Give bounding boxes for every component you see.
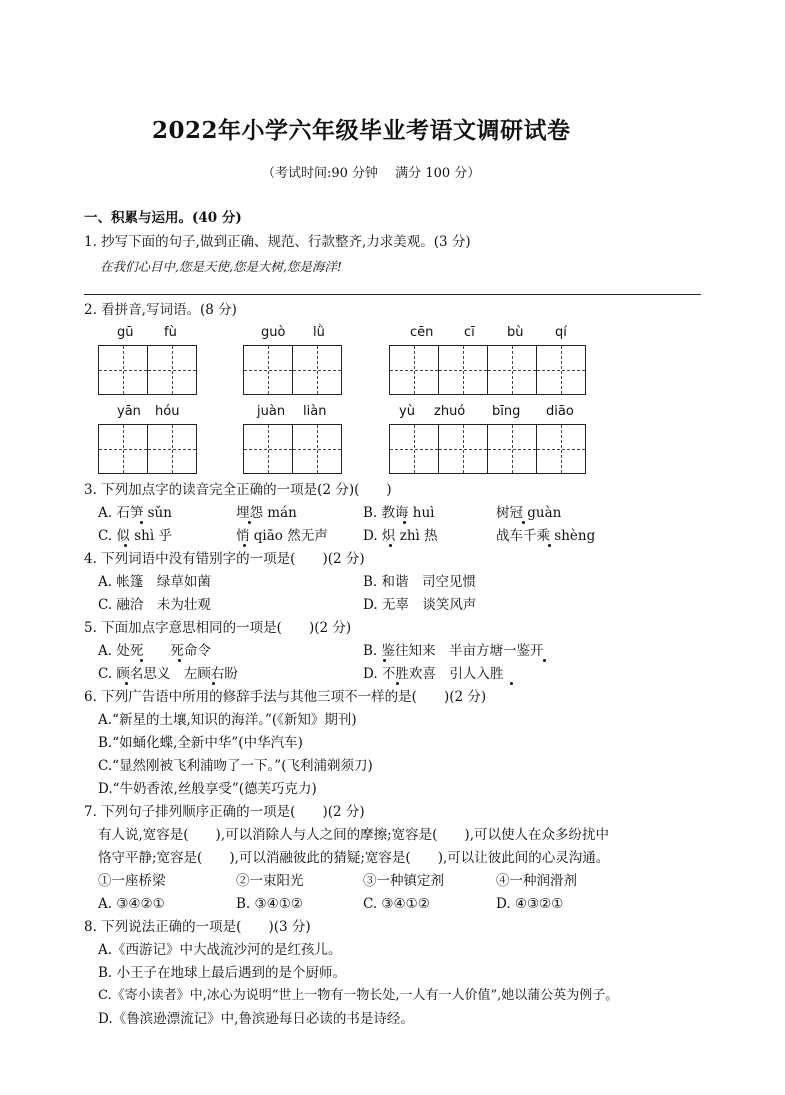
emphasis-dot	[543, 659, 546, 662]
emphasis-dot	[510, 682, 513, 685]
question-4-stem: 4. 下列词语中没有错别字的一项是( )(2 分)	[84, 551, 365, 567]
emphasis-dot	[522, 521, 525, 524]
pinyin: yù	[399, 404, 415, 419]
pinyin: qí	[555, 325, 567, 340]
emphasis-dot	[178, 659, 181, 662]
pinyin: bīng	[492, 404, 521, 419]
emphasis-dot	[396, 682, 399, 685]
emphasis-dot	[548, 544, 551, 547]
writing-line	[84, 294, 701, 295]
question-3-stem: 3. 下列加点字的读音完全正确的一项是(2 分)( )	[84, 482, 392, 498]
option-c-word-2: 悄 qiāo 然无声	[236, 528, 328, 544]
option-d[interactable]: D. ④③②①	[496, 896, 564, 912]
option-b[interactable]: B. 小王子在地球上最后遇到的是个厨师。	[98, 965, 347, 981]
emphasis-dot	[389, 544, 392, 547]
grid-cell[interactable]	[537, 425, 585, 473]
option-a[interactable]: A. ③④②①	[98, 896, 165, 912]
option-d-word-2: 战车千乘 shèng	[496, 528, 596, 544]
option-a[interactable]: A.“新星的土壤,知识的海洋。”(《新知》期刊)	[98, 712, 357, 728]
option-a[interactable]: A. 帐篷 绿草如菌	[98, 574, 211, 590]
option-a[interactable]: A. 石笋 sǔn	[98, 505, 172, 521]
grid-cell[interactable]	[244, 425, 293, 473]
passage-line-1: 有人说,宽容是( ),可以消除人与人之间的摩擦;宽容是( ),可以使人在众多纷扰中	[98, 827, 609, 843]
grid-cell[interactable]	[148, 425, 196, 473]
exam-title: 2022年小学六年级毕业考语文调研试卷	[152, 117, 571, 144]
question-7-stem: 7. 下列句子排列顺序正确的一项是( )(2 分)	[84, 804, 365, 820]
pinyin: gū	[117, 325, 134, 340]
grid-cell[interactable]	[439, 425, 488, 473]
writing-grid[interactable]	[389, 424, 586, 474]
option-c[interactable]: C. ③④①②	[363, 896, 430, 912]
grid-cell[interactable]	[439, 346, 488, 394]
pinyin: liàn	[303, 404, 327, 419]
emphasis-dot	[383, 659, 386, 662]
option-a[interactable]: A. 处死 死命令	[98, 643, 211, 659]
passage-line-2: 恪守平静;宽容是( ),可以消融彼此的猜疑;宽容是( ),可以让彼此间的心灵沟通。	[98, 850, 610, 866]
pinyin: zhuó	[434, 404, 466, 419]
option-c[interactable]: C. 顾名思义 左顾右盼	[98, 666, 238, 682]
option-c[interactable]: C.《寄小读者》中,冰心为说明“世上一物有一物长处,一人有一人价值”,她以蒲公英为例子。	[98, 988, 619, 1003]
pinyin: cī	[464, 325, 475, 340]
grid-cell[interactable]	[293, 425, 341, 473]
option-d[interactable]: D. 炽 zhì 热	[363, 528, 438, 544]
pinyin: cēn	[410, 325, 434, 340]
option-a[interactable]: A.《西游记》中大战流沙河的是红孩儿。	[98, 942, 342, 958]
sentence-item: ④一种润滑剂	[496, 873, 577, 889]
question-1-stem: 1. 抄写下面的句子,做到正确、规范、行款整齐,力求美观。(3 分)	[84, 234, 471, 250]
option-b[interactable]: B. 和谐 司空见惯	[363, 574, 477, 590]
option-b[interactable]: B. 鉴往知来 半亩方塘一鉴开	[363, 643, 544, 659]
option-b[interactable]: B.“如蛹化蝶,全新中华”(中华汽车)	[98, 735, 303, 751]
option-c[interactable]: C. 融洽 未为壮观	[98, 597, 211, 613]
sentence-item: ②一束阳光	[236, 873, 304, 889]
emphasis-dot	[403, 521, 406, 524]
pinyin: yān	[117, 404, 141, 419]
writing-grid[interactable]	[98, 424, 197, 474]
emphasis-dot	[243, 544, 246, 547]
pinyin: bù	[507, 325, 524, 340]
section-heading: 一、积累与运用。(40 分)	[84, 210, 242, 226]
emphasis-dot	[125, 682, 128, 685]
grid-cell[interactable]	[537, 346, 585, 394]
option-d[interactable]: D. 不胜欢喜 引人入胜	[363, 666, 504, 682]
grid-cell[interactable]	[148, 346, 196, 394]
option-d[interactable]: D. 无辜 谈笑风声	[363, 597, 477, 613]
exam-subtitle: （考试时间:90 分钟 满分 100 分）	[262, 166, 481, 181]
option-b[interactable]: B. ③④①②	[236, 896, 303, 912]
grid-cell[interactable]	[488, 346, 537, 394]
grid-cell[interactable]	[99, 346, 148, 394]
emphasis-dot	[124, 544, 127, 547]
pinyin: juàn	[257, 404, 286, 419]
emphasis-dot	[140, 521, 143, 524]
grid-cell[interactable]	[293, 346, 341, 394]
writing-grid[interactable]	[98, 345, 197, 395]
copy-sentence: 在我们心目中,您是天使,您是大树,您是海洋!	[100, 259, 342, 274]
grid-cell[interactable]	[99, 425, 148, 473]
grid-cell[interactable]	[390, 346, 439, 394]
writing-grid[interactable]	[243, 345, 342, 395]
pinyin: guò	[261, 325, 286, 340]
grid-cell[interactable]	[244, 346, 293, 394]
emphasis-dot	[248, 521, 251, 524]
pinyin: hóu	[155, 404, 180, 419]
option-d[interactable]: D.《鲁滨逊漂流记》中,鲁滨逊每日必读的书是诗经。	[98, 1011, 414, 1027]
sentence-item: ③一种镇定剂	[363, 873, 444, 889]
emphasis-dot	[140, 659, 143, 662]
writing-grid[interactable]	[243, 424, 342, 474]
question-5-stem: 5. 下面加点字意思相同的一项是( )(2 分)	[84, 620, 352, 636]
pinyin: diāo	[546, 404, 574, 419]
option-c[interactable]: C. 似 shì 乎	[98, 528, 172, 544]
option-c[interactable]: C.“显然刚被飞利浦吻了一下。”(飞利浦剃须刀)	[98, 758, 373, 774]
writing-grid[interactable]	[389, 345, 586, 395]
emphasis-dot	[212, 682, 215, 685]
sentence-item: ①一座桥梁	[98, 873, 166, 889]
option-d[interactable]: D.“牛奶香浓,丝般享受”(德芙巧克力)	[98, 781, 317, 797]
question-8-stem: 8. 下列说法正确的一项是( )(3 分)	[84, 919, 311, 935]
pinyin: fù	[164, 325, 177, 340]
option-a-word-2: 埋怨 mán	[236, 505, 297, 521]
grid-cell[interactable]	[488, 425, 537, 473]
grid-cell[interactable]	[390, 425, 439, 473]
option-b-word-2: 树冠 guàn	[496, 505, 562, 521]
question-6-stem: 6. 下列广告语中所用的修辞手法与其他三项不一样的是( )(2 分)	[84, 689, 487, 705]
option-b[interactable]: B. 教诲 huì	[363, 505, 435, 521]
question-2-stem: 2. 看拼音,写词语。(8 分)	[84, 302, 237, 318]
pinyin: lǜ	[313, 325, 325, 340]
